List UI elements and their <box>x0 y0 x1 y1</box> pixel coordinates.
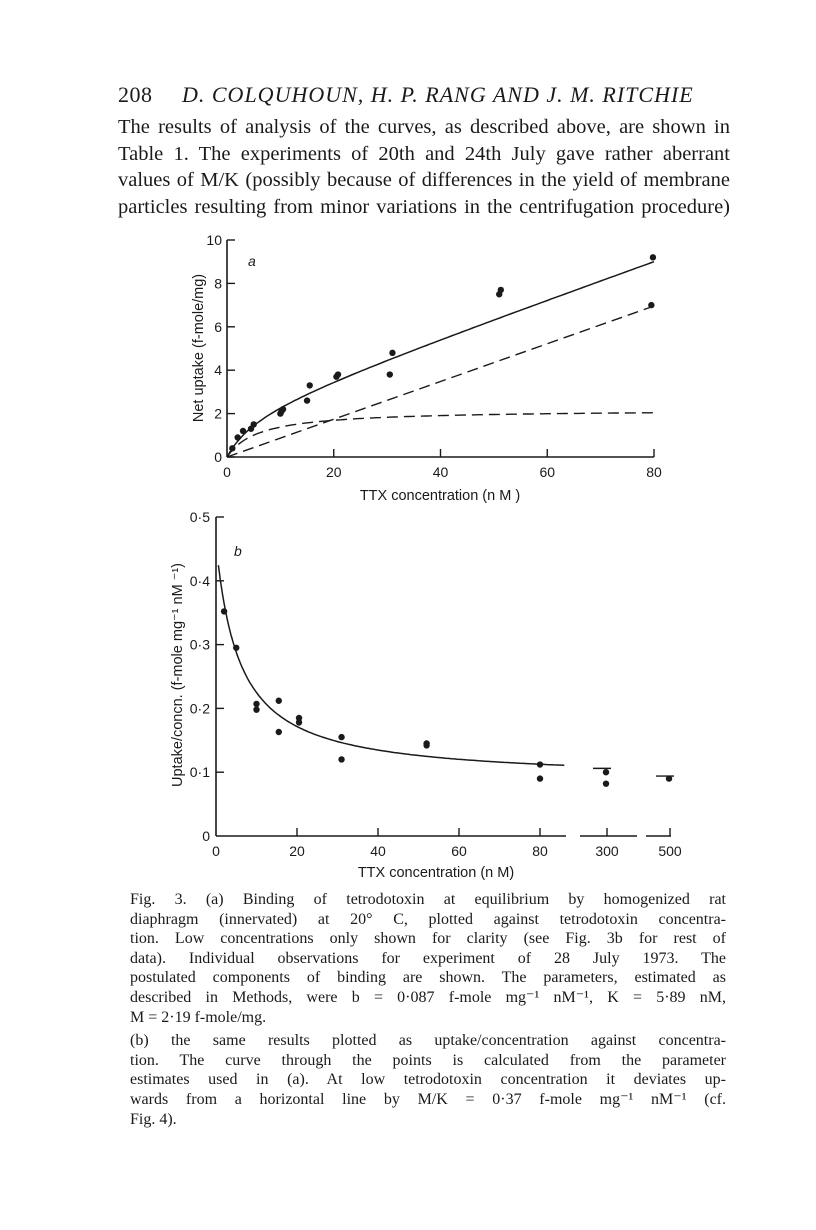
panel-b-x-tick-label: 0 <box>212 843 220 859</box>
panel-a-data-point <box>240 428 246 434</box>
figure-caption <box>130 890 726 1133</box>
panel-a-label: a <box>248 253 256 269</box>
chart-panel-b <box>170 509 682 881</box>
panel-a-data-point <box>304 397 310 403</box>
panel-b-data-point <box>423 740 429 746</box>
panel-a-data-point <box>280 406 286 412</box>
panel-a-y-tick-label: 8 <box>214 275 222 292</box>
panel-b-x-tick-label: 60 <box>451 843 467 859</box>
panel-b-data-point <box>338 756 344 762</box>
panel-b-data-point <box>338 734 344 740</box>
caption-paragraph-a <box>130 890 726 1027</box>
panel-b-x-tick-label: 40 <box>370 843 386 859</box>
caption-line: Fig. 3. (a) Binding of tetrodotoxin at equilibrium by homogenized rat <box>130 891 726 908</box>
page-number: 208 <box>118 82 153 107</box>
panel-b-data-point <box>233 645 239 651</box>
panel-b-x-axis-label: TTX concentration (n M) <box>357 865 515 881</box>
panel-b-data-point <box>537 775 543 781</box>
body-line: particles resulting from minor variations in the centrifugation procedure) <box>118 195 730 218</box>
panel-b-data-point-extended <box>666 775 672 781</box>
panel-b-data-point <box>221 608 227 614</box>
panel-b-y-tick-label: 0·1 <box>189 764 210 781</box>
panel-b-data-point <box>253 701 259 707</box>
body-line: The results of analysis of the curves, as described above, are shown in <box>118 116 730 138</box>
panel-b-y-axis-label: Uptake/concn. (f-mole mg⁻¹ nM ⁻¹) <box>170 563 186 787</box>
panel-a-total-binding-curve <box>227 262 654 457</box>
panel-a-x-tick-label: 0 <box>223 464 231 480</box>
panel-a-x-tick-label: 20 <box>325 464 342 480</box>
panel-a-x-tick-label: 40 <box>432 464 449 480</box>
panel-b-data-point-extended <box>603 769 609 775</box>
caption-line: Fig. 4). <box>130 1110 177 1128</box>
panel-a-x-axis-label: TTX concentration (n M ) <box>359 488 521 504</box>
panel-b-y-tick-label: 0·4 <box>189 572 210 589</box>
running-head: D. COLQUHOUN, H. P. RANG AND J. M. RITCHIE <box>182 82 694 107</box>
panel-a-data-point <box>650 254 656 260</box>
panel-b-data-point <box>253 706 259 712</box>
caption-line: (b) the same results plotted as uptake/concentration against concentra- <box>130 1032 726 1050</box>
body-line: values of M/K (possibly because of differences in the yield of membrane <box>118 169 730 191</box>
caption-line: tion. The curve through the points is calculated from the parameter <box>130 1051 726 1069</box>
panel-b-data-point <box>537 761 543 767</box>
panel-a-data-point <box>389 350 395 356</box>
caption-line: described in Methods, were b = 0·087 f-mole mg⁻¹ nM⁻¹, K = 5·89 nM, <box>130 988 726 1006</box>
panel-b-x-tick-label: 500 <box>658 843 682 859</box>
panel-b-y-tick-label: 0·2 <box>189 700 210 717</box>
panel-a-x-tick-label: 80 <box>646 464 662 480</box>
chart-panel-a <box>191 232 662 504</box>
caption-line: tion. Low concentrations only shown for clarity (see Fig. 3b for rest of <box>130 930 726 948</box>
caption-paragraph-b <box>130 1031 726 1129</box>
panel-a-y-tick-label: 0 <box>214 449 222 465</box>
panel-b-data-point <box>296 715 302 721</box>
panel-b-data-point-extended <box>603 780 609 786</box>
panel-b-y-tick-label: 0·3 <box>189 636 210 653</box>
panel-a-y-tick-label: 4 <box>214 362 222 379</box>
panel-a-data-point <box>335 371 341 377</box>
panel-a-linear-component-curve <box>227 306 654 457</box>
caption-line: estimates used in (a). At low tetrodotoxin concentration it deviates up- <box>130 1071 726 1089</box>
panel-a-data-point <box>648 302 654 308</box>
panel-a-data-point <box>250 421 256 427</box>
panel-a-data-point <box>307 382 313 388</box>
body-line: Table 1. The experiments of 20th and 24th July gave rather aberrant <box>118 142 730 165</box>
panel-b-fitted-curve <box>218 565 564 765</box>
panel-a-data-point <box>498 287 504 293</box>
panel-a-y-tick-label: 10 <box>206 232 222 248</box>
panel-b-x-tick-label: 20 <box>289 843 305 859</box>
panel-a-x-tick-label: 60 <box>539 464 556 480</box>
caption-line: wards from a horizontal line by M/K = 0·37 f-mole mg⁻¹ nM⁻¹ (cf. <box>130 1090 726 1108</box>
panel-b-data-point <box>276 729 282 735</box>
caption-line: diaphragm (innervated) at 20° C, plotted against tetrodotoxin concentra- <box>130 910 726 928</box>
panel-b-x-tick-label: 300 <box>595 843 619 859</box>
panel-a-data-point <box>229 445 235 451</box>
panel-a-y-tick-label: 6 <box>214 318 222 335</box>
panel-b-label: b <box>234 543 242 559</box>
panel-b-y-tick-label: 0·5 <box>189 509 210 525</box>
panel-a-y-tick-label: 2 <box>214 405 222 422</box>
caption-line: M = 2·19 f-mole/mg. <box>130 1008 267 1026</box>
panel-a-y-axis-label: Net uptake (f-mole/mg) <box>191 273 207 423</box>
panel-b-y-tick-label: 0 <box>202 828 210 844</box>
caption-line: data). Individual observations for experiment of 28 July 1973. The <box>130 949 726 967</box>
panel-b-x-tick-label: 80 <box>532 843 548 859</box>
panel-b-data-point <box>276 698 282 704</box>
panel-a-data-point <box>387 371 393 377</box>
panel-a-data-point <box>234 434 240 440</box>
caption-line: postulated components of binding are shown. The parameters, estimated as <box>130 969 726 987</box>
